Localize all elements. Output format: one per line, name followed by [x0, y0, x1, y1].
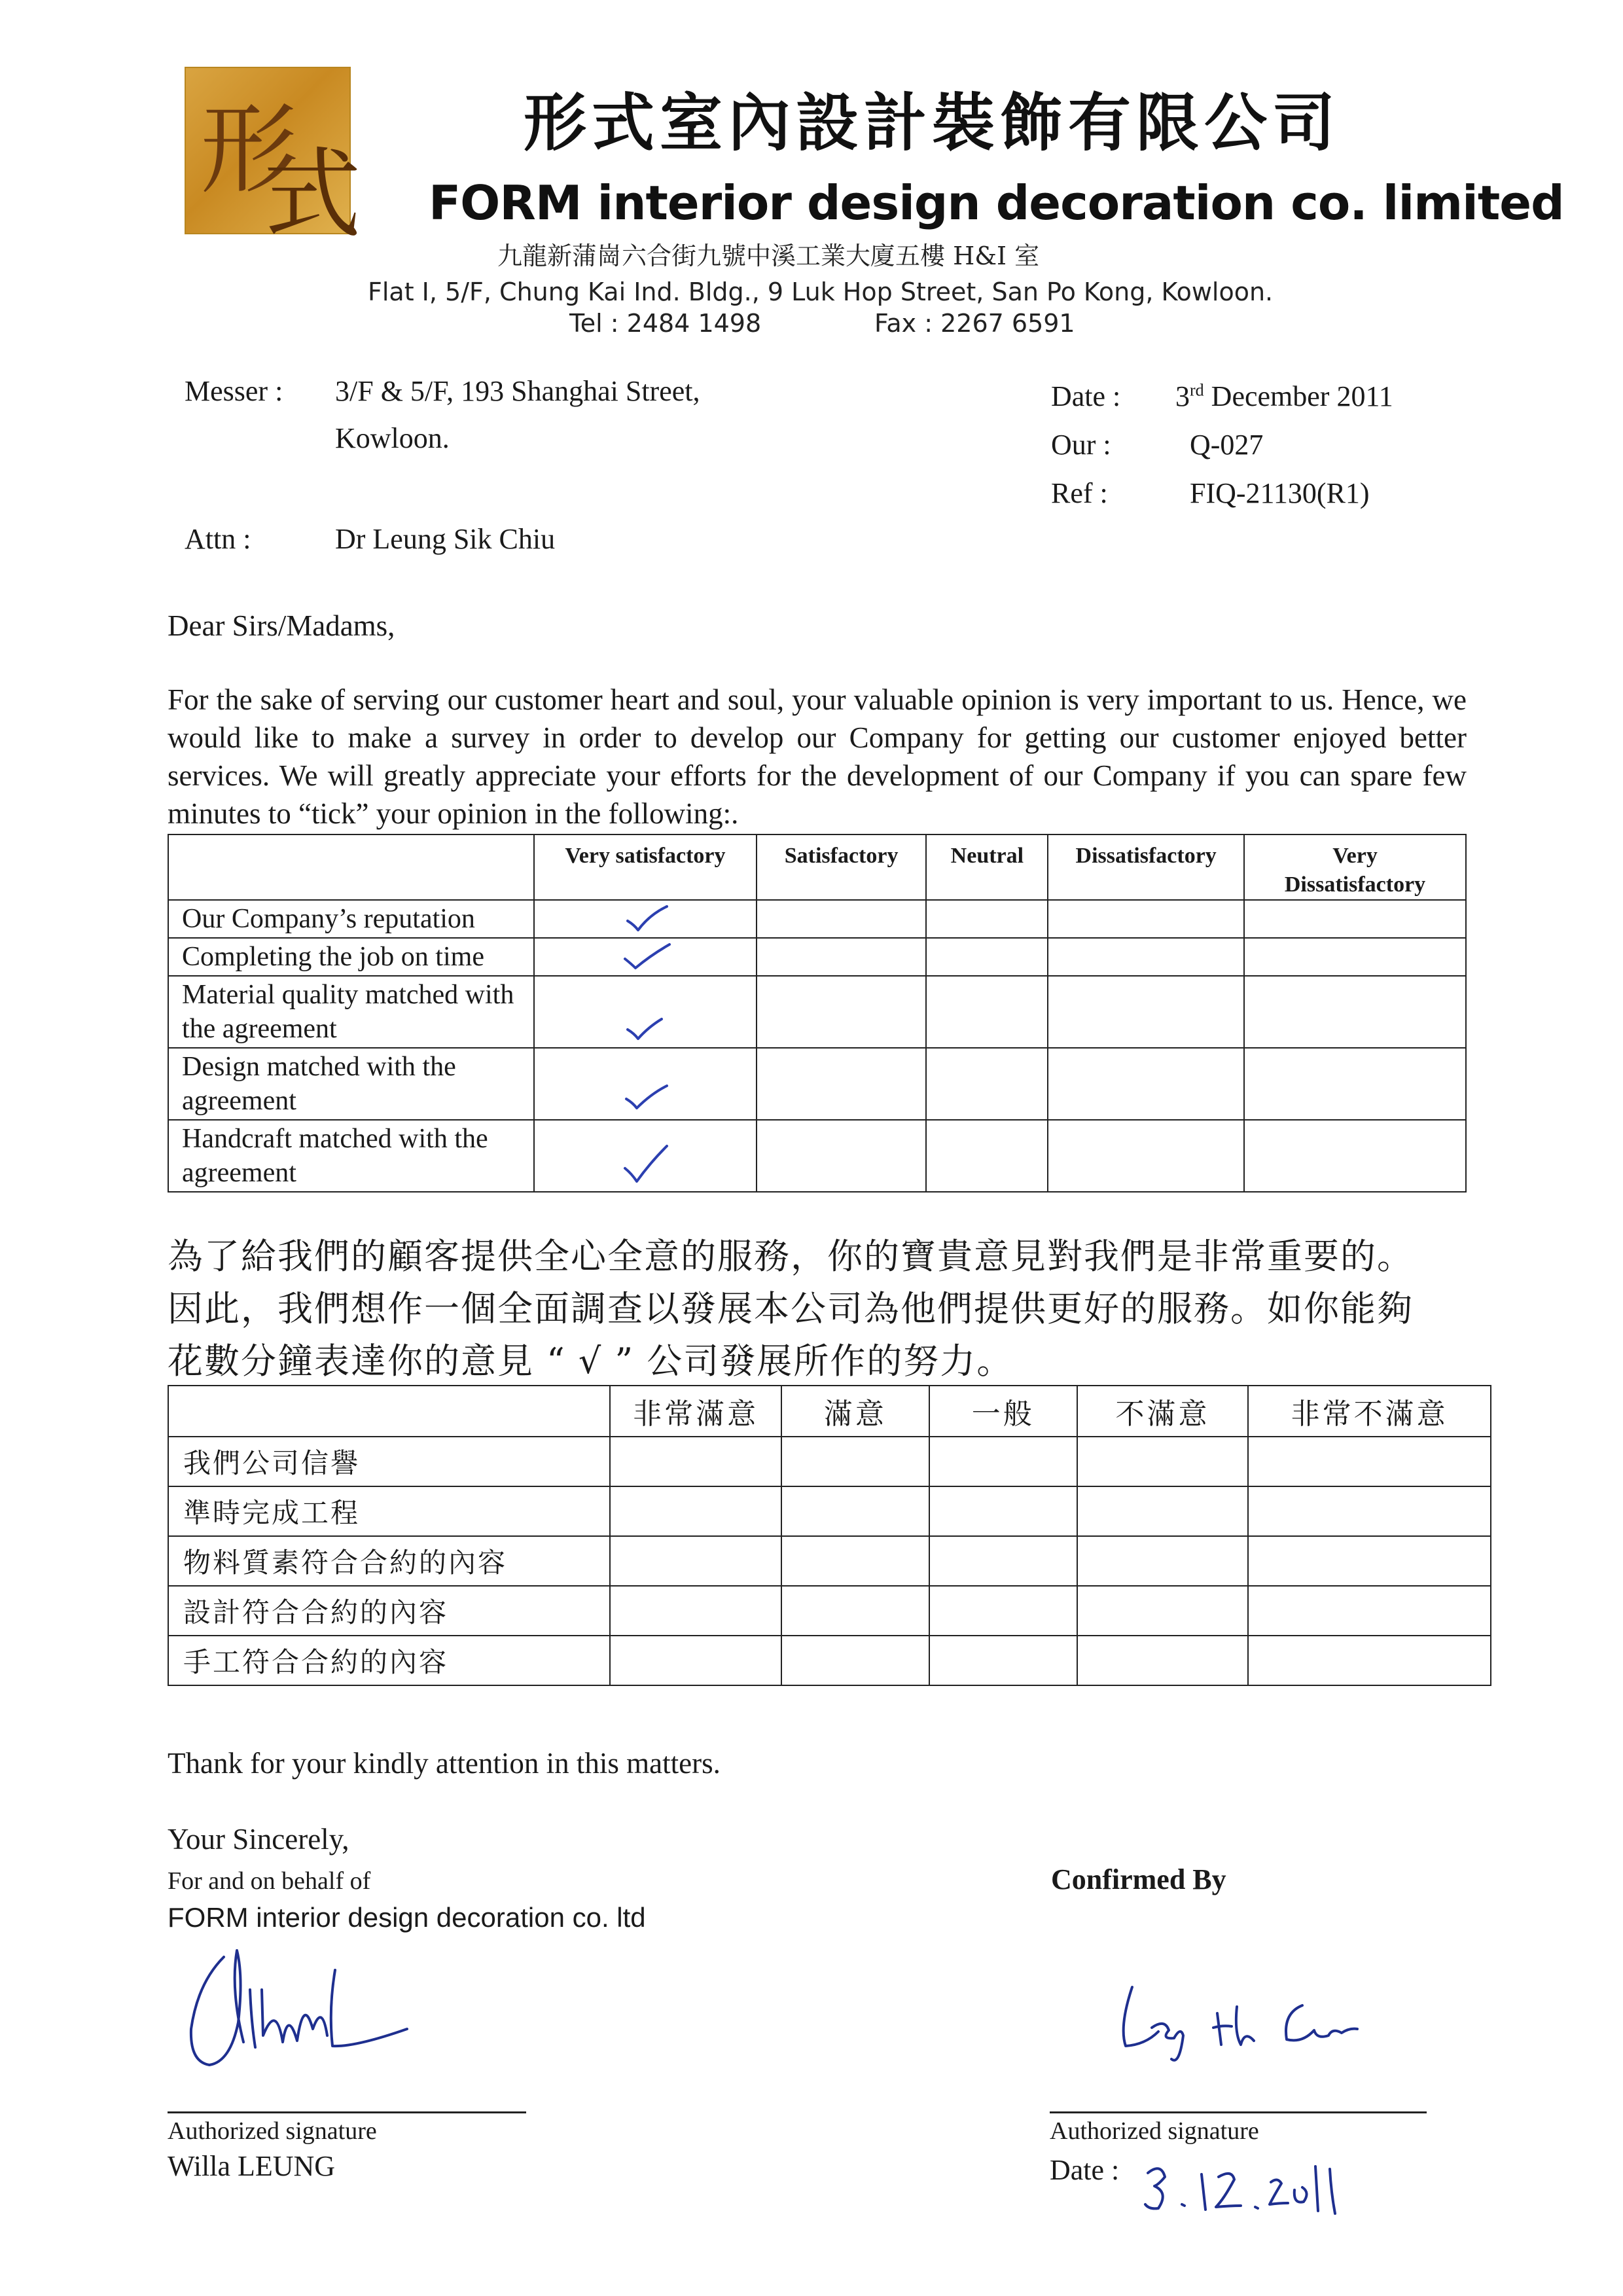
- logo-mark: 形: [200, 94, 299, 207]
- row-label: 準時完成工程: [168, 1486, 610, 1536]
- signer-name: Willa LEUNG: [168, 2150, 336, 2182]
- signature-line-left: [168, 2111, 526, 2113]
- row-label: Material quality matched with the agreement: [168, 976, 534, 1048]
- checkbox-cell[interactable]: [781, 1636, 929, 1685]
- table-row: [168, 1437, 1491, 1486]
- checkbox-cell[interactable]: [1048, 1120, 1244, 1192]
- row-label: Our Company’s reputation: [168, 900, 534, 938]
- company-logo: [185, 67, 362, 252]
- table-row: [168, 1586, 1491, 1636]
- address-chinese: 九龍新蒲崗六合街九號中溪工業大廈五樓 H&I 室: [497, 242, 1040, 270]
- checkbox-cell[interactable]: [926, 976, 1048, 1048]
- authorized-signature-left: Authorized signature: [168, 2117, 377, 2145]
- check-mark-icon: [616, 1079, 675, 1116]
- checkbox-cell[interactable]: [1248, 1536, 1491, 1586]
- checkbox-cell[interactable]: [1244, 1120, 1466, 1192]
- table-header-row: [168, 1386, 1491, 1437]
- checkbox-cell[interactable]: [610, 1437, 781, 1486]
- table-row: [168, 938, 1466, 976]
- checkbox-cell[interactable]: [781, 1536, 929, 1586]
- checkbox-cell[interactable]: [757, 976, 927, 1048]
- checkbox-cell[interactable]: [926, 1048, 1048, 1120]
- table-row: [168, 1486, 1491, 1536]
- checkbox-cell[interactable]: [757, 1120, 927, 1192]
- our-label: Our :: [1051, 429, 1111, 461]
- checkbox-cell[interactable]: [1248, 1486, 1491, 1536]
- checkbox-cell[interactable]: [929, 1536, 1077, 1586]
- column-header: 不滿意: [1077, 1386, 1249, 1437]
- checkbox-cell[interactable]: [926, 900, 1048, 938]
- thanks-line: Thank for your kindly attention in this matters.: [168, 1747, 721, 1780]
- survey-table-chinese: [168, 1385, 1491, 1686]
- checkbox-cell[interactable]: [1248, 1586, 1491, 1636]
- checkbox-cell[interactable]: [610, 1586, 781, 1636]
- authorized-signature-right: Authorized signature: [1050, 2117, 1259, 2145]
- chinese-line: 因此，我們想作一個全面調查以發展本公司為他們提供更好的服務。如你能夠: [168, 1288, 1414, 1329]
- handwritten-date: [1139, 2153, 1355, 2219]
- company-name-chinese: 形式室內設計裝飾有限公司: [524, 86, 1340, 160]
- behalf-company: FORM interior design decoration co. ltd: [168, 1902, 646, 1933]
- attn-name: Dr Leung Sik Chiu: [335, 523, 556, 555]
- check-mark-icon: [616, 1011, 675, 1044]
- checkbox-cell[interactable]: [534, 1048, 757, 1120]
- ref-value: FIQ-21130(R1): [1190, 477, 1370, 509]
- column-header: Neutral: [926, 834, 1048, 900]
- table-row: [168, 1636, 1491, 1685]
- date-value: 3rd December 2011: [1175, 380, 1393, 412]
- telephone: Tel : 2484 1498: [569, 309, 762, 338]
- row-label: 手工符合合約的內容: [168, 1636, 610, 1685]
- checkbox-cell[interactable]: [1077, 1486, 1249, 1536]
- check-mark-icon: [616, 1141, 675, 1188]
- behalf-label: For and on behalf of: [168, 1867, 371, 1895]
- row-label: 我們公司信譽: [168, 1437, 610, 1486]
- column-header: 滿意: [781, 1386, 929, 1437]
- checkbox-cell[interactable]: [757, 1048, 927, 1120]
- row-label: Design matched with the agreement: [168, 1048, 534, 1120]
- check-mark-icon: [616, 901, 675, 934]
- company-name-english: FORM interior design decoration co. limited: [429, 175, 1564, 230]
- header-blank: [168, 834, 534, 900]
- checkbox-cell[interactable]: [781, 1586, 929, 1636]
- checkbox-cell[interactable]: [926, 938, 1048, 976]
- checkbox-cell[interactable]: [1048, 900, 1244, 938]
- column-header: Satisfactory: [757, 834, 927, 900]
- recipient-address-line1: 3/F & 5/F, 193 Shanghai Street,: [335, 375, 700, 407]
- checkbox-cell[interactable]: [1244, 900, 1466, 938]
- row-label: 物料質素符合合約的內容: [168, 1536, 610, 1586]
- ref-label: Ref :: [1051, 477, 1108, 509]
- column-header: Dissatisfactory: [1048, 834, 1244, 900]
- checkbox-cell[interactable]: [534, 1120, 757, 1192]
- attn-label: Attn :: [185, 523, 251, 555]
- table-row: [168, 900, 1466, 938]
- our-value: Q-027: [1190, 429, 1264, 461]
- signature-line-right: [1050, 2111, 1427, 2113]
- checkbox-cell[interactable]: [1248, 1636, 1491, 1685]
- date-label: Date :: [1051, 380, 1121, 412]
- checkbox-cell[interactable]: [610, 1536, 781, 1586]
- chinese-line: 花數分鐘表達你的意見 “ √ ” 公司發展所作的努力。: [168, 1340, 1014, 1382]
- letter-body: For the sake of serving our customer heart and soul, your valuable opinion is very important to us. Hence, we would like to make a survey in order to develop our Company for getting our customer enjoyed better services. We will greatly appreciate your efforts for the development of our Company if you can spare few minutes to “tick” your opinion in the following:.: [168, 683, 1467, 830]
- checkbox-cell[interactable]: [534, 976, 757, 1048]
- checkbox-cell[interactable]: [1244, 1048, 1466, 1120]
- fax: Fax : 2267 6591: [874, 309, 1075, 338]
- checkbox-cell[interactable]: [929, 1486, 1077, 1536]
- checkbox-cell[interactable]: [1248, 1437, 1491, 1486]
- row-label: 設計符合合約的內容: [168, 1586, 610, 1636]
- signed-date-label: Date :: [1050, 2154, 1120, 2186]
- table-header-row: [168, 834, 1466, 900]
- column-header: Very Dissatisfactory: [1244, 834, 1466, 900]
- confirmed-by: Confirmed By: [1051, 1863, 1226, 1895]
- sincerely: Your Sincerely,: [168, 1823, 349, 1856]
- check-mark-icon: [616, 939, 675, 972]
- header-blank: [168, 1386, 610, 1437]
- checkbox-cell[interactable]: [1048, 938, 1244, 976]
- column-header: 非常滿意: [610, 1386, 781, 1437]
- checkbox-cell[interactable]: [1048, 976, 1244, 1048]
- checkbox-cell[interactable]: [534, 938, 757, 976]
- column-header: 非常不滿意: [1248, 1386, 1491, 1437]
- checkbox-cell[interactable]: [757, 900, 927, 938]
- checkbox-cell[interactable]: [757, 938, 927, 976]
- checkbox-cell[interactable]: [929, 1586, 1077, 1636]
- checkbox-cell[interactable]: [929, 1437, 1077, 1486]
- logo-mark-2: 式: [263, 138, 362, 252]
- row-label: Completing the job on time: [168, 938, 534, 976]
- checkbox-cell[interactable]: [929, 1636, 1077, 1685]
- signature-left: [178, 1931, 440, 2088]
- checkbox-cell[interactable]: [1077, 1536, 1249, 1586]
- chinese-paragraph: [168, 1230, 1414, 1388]
- checkbox-cell[interactable]: [1048, 1048, 1244, 1120]
- table-row: [168, 976, 1466, 1048]
- salutation: Dear Sirs/Madams,: [168, 609, 395, 642]
- checkbox-cell[interactable]: [610, 1486, 781, 1536]
- checkbox-cell[interactable]: [1077, 1586, 1249, 1636]
- checkbox-cell[interactable]: [1077, 1636, 1249, 1685]
- checkbox-cell[interactable]: [1244, 938, 1466, 976]
- checkbox-cell[interactable]: [1244, 976, 1466, 1048]
- checkbox-cell[interactable]: [781, 1486, 929, 1536]
- checkbox-cell[interactable]: [610, 1636, 781, 1685]
- checkbox-cell[interactable]: [926, 1120, 1048, 1192]
- recipient-address-line2: Kowloon.: [335, 422, 450, 454]
- checkbox-cell[interactable]: [534, 900, 757, 938]
- table-row: [168, 1536, 1491, 1586]
- chinese-line: 為了給我們的顧客提供全心全意的服務，你的寶貴意見對我們是非常重要的。: [168, 1236, 1414, 1277]
- checkbox-cell[interactable]: [1077, 1437, 1249, 1486]
- row-label: Handcraft matched with the agreement: [168, 1120, 534, 1192]
- address-english: Flat I, 5/F, Chung Kai Ind. Bldg., 9 Luk Hop Street, San Po Kong, Kowloon.: [368, 278, 1274, 306]
- column-header: Very satisfactory: [534, 834, 757, 900]
- checkbox-cell[interactable]: [781, 1437, 929, 1486]
- column-header: 一般: [929, 1386, 1077, 1437]
- table-row: [168, 1120, 1466, 1192]
- messer-label: Messer :: [185, 375, 283, 407]
- signature-right: [1106, 1967, 1381, 2072]
- survey-table-english: [168, 834, 1467, 1193]
- table-row: [168, 1048, 1466, 1120]
